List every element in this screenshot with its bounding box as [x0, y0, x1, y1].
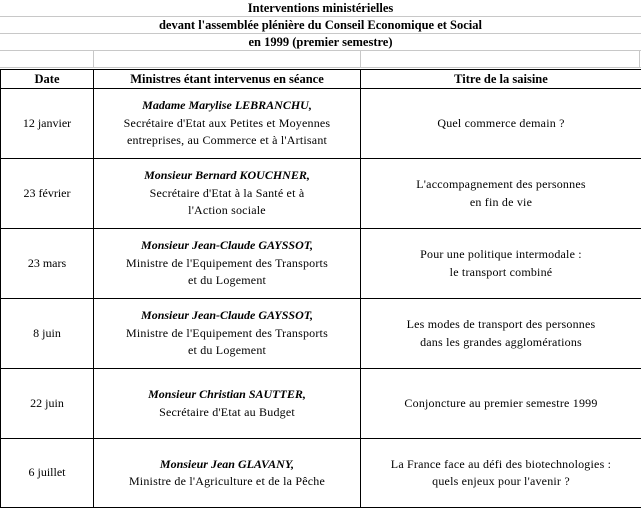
column-header-ministers: Ministres étant intervenus en séance — [94, 70, 361, 89]
date-cell: 23 mars — [1, 229, 94, 299]
column-header-title: Titre de la saisine — [361, 70, 641, 89]
minister-role: et du Logement — [98, 272, 356, 290]
date-cell: 12 janvier — [1, 89, 94, 159]
document-subtitle: devant l'assemblée plénière du Conseil Economique et Social — [0, 17, 641, 34]
title-line: en fin de vie — [365, 194, 637, 212]
title-line: quels enjeux pour l'avenir ? — [365, 473, 637, 491]
gridline — [93, 51, 94, 68]
date-cell: 23 février — [1, 159, 94, 229]
title-cell — [361, 299, 641, 369]
column-header-date: Date — [1, 70, 94, 89]
minister-name: Monsieur Bernard KOUCHNER, — [98, 167, 356, 185]
title-line: le transport combiné — [365, 264, 637, 282]
table-row — [1, 229, 641, 299]
title-line: L'accompagnement des personnes — [365, 176, 637, 194]
title-line: Pour une politique intermodale : — [365, 246, 637, 264]
minister-cell — [94, 369, 361, 439]
blank-row — [0, 51, 641, 68]
title-line: Conjoncture au premier semestre 1999 — [365, 395, 637, 413]
table-row — [1, 439, 641, 508]
minister-role: l'Action sociale — [98, 202, 356, 220]
minister-name: Monsieur Jean-Claude GAYSSOT, — [98, 307, 356, 325]
minister-role: et du Logement — [98, 342, 356, 360]
table-header-row — [1, 70, 641, 89]
title-line: Les modes de transport des personnes — [365, 316, 637, 334]
minister-role: Ministre de l'Equipement des Transports — [98, 255, 356, 273]
minister-name: Madame Marylise LEBRANCHU, — [98, 97, 356, 115]
title-cell — [361, 89, 641, 159]
minister-role: Ministre de l'Equipement des Transports — [98, 325, 356, 343]
title-cell — [361, 369, 641, 439]
table-row — [1, 369, 641, 439]
minister-name: Monsieur Jean-Claude GAYSSOT, — [98, 237, 356, 255]
minister-name: Monsieur Christian SAUTTER, — [98, 386, 356, 404]
title-cell — [361, 159, 641, 229]
minister-cell — [94, 159, 361, 229]
title-line: La France face au défi des biotechnologies : — [365, 456, 637, 474]
minister-cell — [94, 299, 361, 369]
table-row — [1, 89, 641, 159]
minister-cell — [94, 229, 361, 299]
date-cell: 8 juin — [1, 299, 94, 369]
minister-name: Monsieur Jean GLAVANY, — [98, 456, 356, 474]
minister-role: Ministre de l'Agriculture et de la Pêche — [98, 473, 356, 491]
title-line: Quel commerce demain ? — [365, 115, 637, 133]
interventions-table — [0, 69, 641, 508]
title-cell — [361, 439, 641, 508]
gridline — [639, 51, 640, 68]
minister-role: entreprises, au Commerce et à l'Artisant — [98, 132, 356, 150]
table-row — [1, 299, 641, 369]
minister-role: Secrétaire d'Etat aux Petites et Moyennes — [98, 115, 356, 133]
minister-cell — [94, 439, 361, 508]
table-row — [1, 159, 641, 229]
minister-cell — [94, 89, 361, 159]
title-line: dans les grandes agglomérations — [365, 334, 637, 352]
minister-role: Secrétaire d'Etat à la Santé et à — [98, 185, 356, 203]
gridline — [360, 51, 361, 68]
date-cell: 6 juillet — [1, 439, 94, 508]
date-cell: 22 juin — [1, 369, 94, 439]
minister-role: Secrétaire d'Etat au Budget — [98, 404, 356, 422]
document-title: Interventions ministérielles — [0, 0, 641, 17]
title-cell — [361, 229, 641, 299]
document-period: en 1999 (premier semestre) — [0, 34, 641, 51]
